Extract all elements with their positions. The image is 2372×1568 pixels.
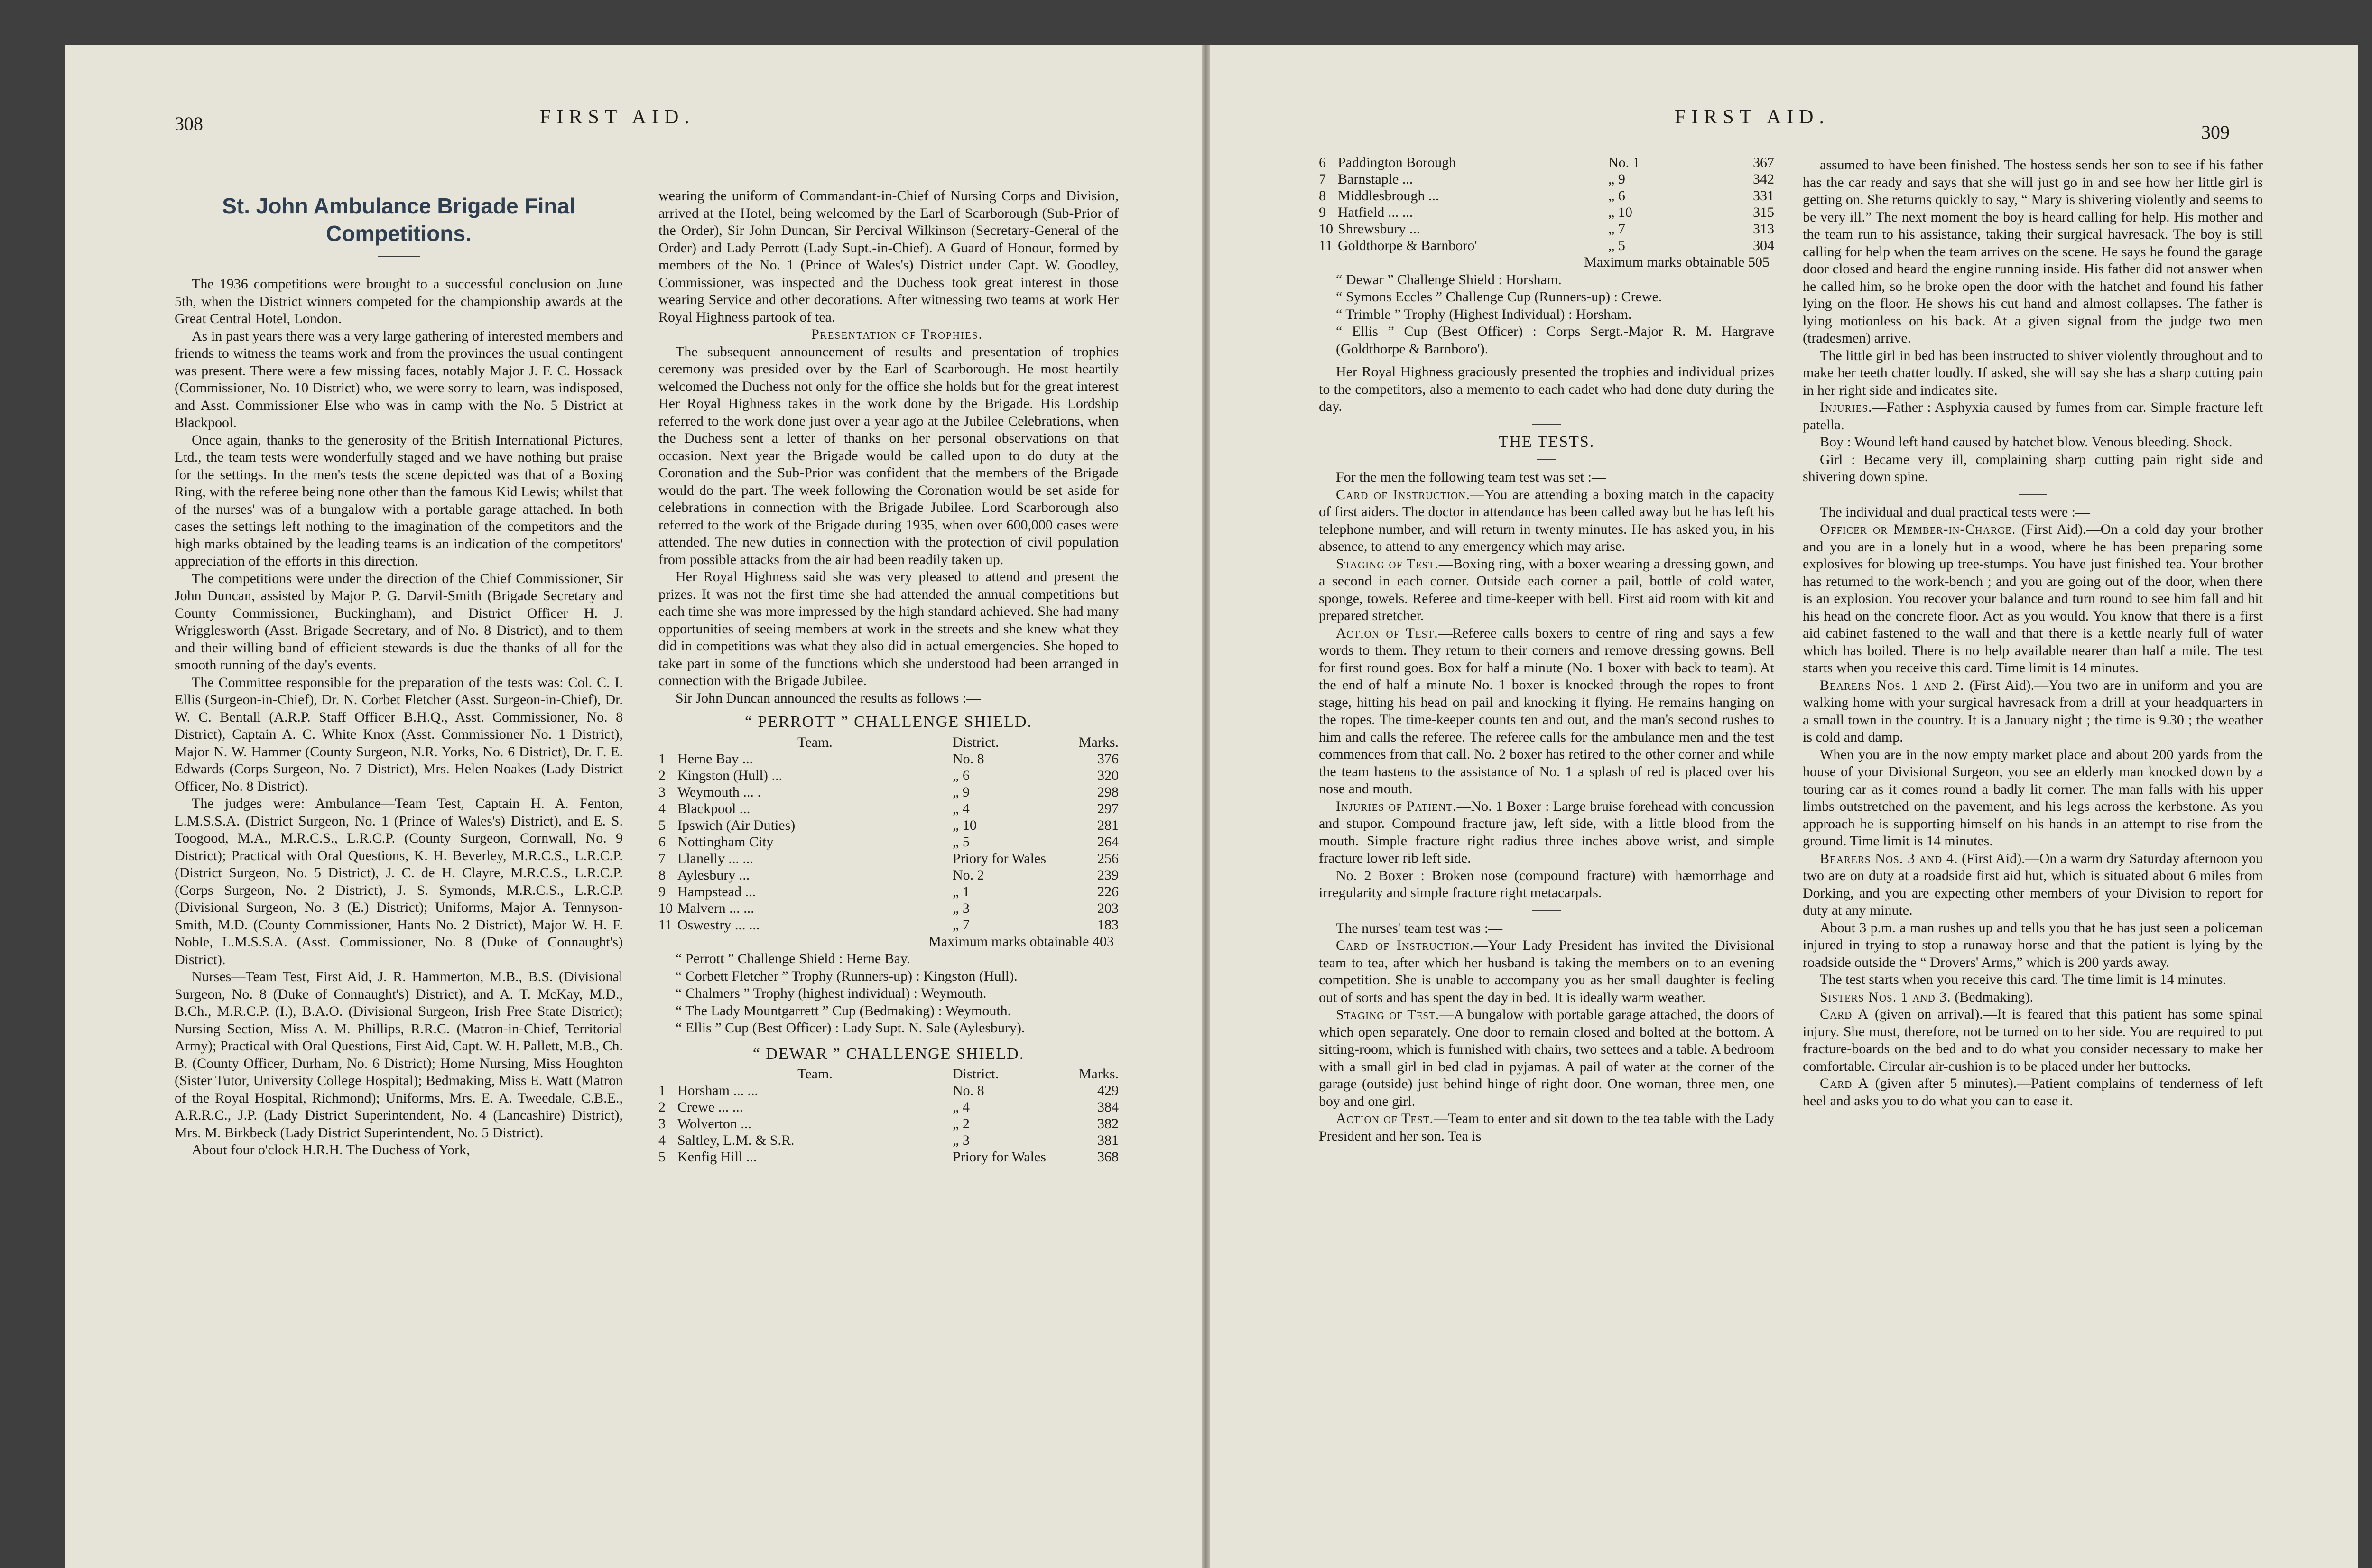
team-cell: Hatfield ... ... [1338,204,1413,220]
marks-cell: 313 [1753,221,1774,237]
table-row [658,900,1119,917]
divider [1532,424,1561,425]
paragraph: About four o'clock H.R.H. The Duchess of York, [192,1142,470,1158]
lead-in: Bearers Nos. 3 and 4. [1820,850,1958,866]
marks-cell: 226 [1097,883,1119,900]
paragraph [1803,1006,2263,1075]
district-cell: „ 10 [1608,204,1632,220]
rank-cell: 8 [658,867,666,883]
district-cell: „ 7 [953,917,970,933]
paragraph: Once again, thanks to the generosity of the British International Pictures, Ltd., the team tests were wonderfully staged and we have nothing but praise for the settings. In the men's tests the scene depicted was that of a Boxing Ring, with the referee being none other than the famous Kid Lewis; whilst that of the nurses' was of a bungalow with a portable garage attached. In both cases the settings left nothing to the imagination of the competitors and the high marks obtained by the leading teams is an indication of the competitors' appreciation of the efforts in this direction. [175,432,623,569]
lead-in: Card A [1820,1076,1869,1091]
team-cell: Goldthorpe & Barnboro' [1338,238,1477,253]
marks-cell: 297 [1097,800,1119,816]
paragraph-text: —Father : Asphyxia caused by fumes from car. Simple fracture left patella. [1803,399,2263,433]
table-row [658,751,1119,767]
lead-in: Injuries. [1820,399,1872,415]
paragraph-text: —Team to enter and sit down to the tea table with the Lady President and her son. Tea is [1319,1111,1774,1144]
column-header: Team. [797,734,833,750]
rank-cell: 7 [1319,171,1326,187]
book-gutter [1202,45,1210,1568]
district-cell: „ 10 [953,817,977,833]
district-cell: „ 9 [1608,171,1625,187]
marks-cell: 342 [1753,171,1774,187]
paragraph [1803,521,2263,677]
district-cell: „ 9 [953,784,970,800]
marks-cell: 382 [1097,1116,1119,1132]
district-cell: „ 7 [1608,221,1625,237]
dewar-results-table [658,1066,1119,1165]
paragraph-text: —Your Lady President has invited the Divisional team to tea, after which her husband is taking the members on to an evening competition. She is unable to accompany you as her small daughter is feeling out of sorts and has spent the day in bed. It is ideally warm weather. [1319,937,1774,1005]
paragraph: wearing the uniform of Commandant-in-Chief of Nursing Corps and Division, arrived at the Hotel, being welcomed by the Earl of Scarborough (Sub-Prior of the Order), Sir John Duncan, Sir Percival Wilkinson (Secretary-General of the Order) and Lady Perrott (Lady Supt.-in-Chief). A Guard of Honour, formed by members of the No. 1 (Prince of Wales's) District under Capt. W. Goodley, Commissioner, was inspected and the Duchess took great interest in those wearing Service and other decorations. After witnessing two teams at work Her Royal Highness partook of tea. [658,188,1119,325]
paragraph [1803,971,2263,989]
table-row [658,867,1119,883]
district-cell: No. 1 [1608,155,1640,170]
dewar-heading: “ DEWAR ” CHALLENGE SHIELD. [752,1045,1025,1063]
rank-cell: 2 [658,767,666,783]
left-page [65,45,1202,1568]
paragraph-text: (First Aid).—You two are in uniform and you are walking home with your surgical havresack from a drill at your headquarters in a small town in the country. It is a January night ; the time is 9.30 ; the weather is cold and damp. [1803,677,2263,745]
table-row [658,883,1119,900]
paragraph: The subsequent announcement of results and presentation of trophies ceremony was presided over by the Earl of Scarborough. He most heartily welcomed the Duchess not only for the office she holds but for the great interest Her Royal Highness takes in the work done by the Brigade. His Lordship referred to the work done just over a year ago at the Jubilee Celebrations, when the Duchess sent a letter of thanks on her personal observations on that occasion. Next year the Brigade would be called upon to do duty at the Coronation and the Sub-Prior was confident that the members of the Brigade would do the part. The week following the Coronation would be set aside for celebrations in connection with the Brigade Jubilee. Lord Scarborough also referred to the work of the Brigade during 1935, when over 600,000 cases were attended. The new duties in connection with the protection of civil population from possible attacks from the air had been readily taken up. [658,343,1119,567]
team-cell: Nottingham City [677,834,774,850]
paragraph-text: The test starts when you receive this card. The time limit is 14 minutes. [1820,972,2226,987]
paragraph-text: When you are in the now empty market place and about 200 yards from the house of your Divisional Surgeon, you see an elderly man knocked down by a touring car as it comes round a badly lit corner. The man falls with his upper limbs outstretched on the pavement, and his legs across the kerbstone. As you approach he is supporting himself on his hands in an attempt to rise from the ground. Time limit is 14 minutes. [1803,746,2263,849]
right-page [1210,45,2358,1568]
table-row [658,1132,1119,1149]
column-4 [1803,157,2263,1509]
paragraph [1803,399,2263,434]
team-cell: Shrewsbury ... [1338,221,1420,237]
paragraph: Sir John Duncan announced the results as follows :— [676,690,981,706]
team-cell: Kenfig Hill ... [677,1149,757,1165]
table-row [658,1099,1119,1115]
marks-cell: 367 [1753,155,1774,170]
rank-cell: 1 [658,1083,666,1098]
team-cell: Weymouth ... . [677,784,761,800]
paragraph: Nurses—Team Test, First Aid, J. R. Hammerton, M.B., B.S. (Divisional Surgeon, No. 8 (Duke of Connaught's) District), and A. T. McKay, M.D., B.Ch., M.R.C.P. (I.), B.A.O. (Divisional Surgeon, Irish Free State District); Nursing Section, Miss A. M. Phillips, R.R.C. (Matron-in-Chief, Territorial Army); Practical with Oral Questions, First Aid, Capt. W. H. Pallett, M.B., Ch. B. (County Officer, Durham, No. 6 District); Home Nursing, Miss Houghton (Sister Tutor, University College Hospital); Bedmaking, Miss E. Watt (Matron of the Royal Hospital, Richmond); Uniforms, Mrs. E. A. Tweedale, C.B.E., A.R.R.C., J.P. (Lady District Superintendent, No. 4 (Lancashire) District), Mrs. M. Birkbeck (Lady District Superintendent, No. 5 District). [175,969,623,1141]
maximum-marks: Maximum marks obtainable 403 [928,933,1114,949]
team-cell: Oswestry ... ... [677,917,760,933]
table-row [658,917,1119,933]
lead-in: Card A [1820,1006,1869,1022]
team-cell: Horsham ... ... [677,1083,758,1098]
marks-cell: 256 [1097,850,1119,866]
team-cell: Herne Bay ... [677,751,753,767]
marks-cell: 315 [1753,204,1774,220]
paragraph-text: No. 2 Boxer : Broken nose (compound fracture) with hæmorrhage and irregularity and simple fracture right metacarpals. [1319,867,1774,900]
team-cell: Paddington Borough [1338,155,1456,170]
table-row [1319,171,1774,187]
district-cell: „ 6 [953,767,970,783]
column-header: District. [953,734,999,750]
paragraph-text: —Referee calls boxers to centre of ring and says a few words to them. They return to their corners and remove dressing gowns. Bell for first round goes. Box for half a minute (No. 1 boxer with back to team). At the end of half a minute No. 1 boxer is knocked through the ropes to front stage, hitting his head on pail and knocking it flying. He remains hanging on the ropes. The time-keeper counts ten and out, and the man's second rushes to him and calls the referee. The referee calls for the ambulance men and the test commences from that call. No. 2 boxer has retired to the other corner and while the team hastens to the assistance of No. 1 a splash of red is placed over his nose and mouth. [1319,625,1774,797]
paragraph-text: (Bedmaking). [1951,989,2034,1005]
page-number: 308 [175,113,203,134]
paragraph [1319,937,1774,1006]
paragraph-text: assumed to have been finished. The hostess sends her son to see if his father has the car ready and says that she will just go in and see how her little girl is getting on. She returns quickly to say, “ Mary is shivering violently and seems to be very ill.” The next moment the boy is heard calling for help. His mother and the team run to his assistance, taking their surgical havresack. The boy is still calling for help when the team arrives on the scene. He says he found the garage door closed and heard the engine running inside. His father did not answer when he called him, so he broke open the door with the hatchet and found his father lying on the floor. He shows his cut hand and almost collapses. The father is lying motionless on his back. At a given signal from the judge two men (tradesmen) arrive. [1803,157,2263,346]
table-row [658,1149,1119,1165]
paragraph-text: —Boxing ring, with a boxer wearing a dressing gown, and a second in each corner. Outside each corner a pail, bottle of cold water, sponge, towels. Referee and time-keeper with bell. First aid room with kit and prepared stretcher. [1319,556,1774,623]
marks-cell: 429 [1097,1083,1119,1098]
paragraph [1803,989,2263,1006]
paragraph [1803,347,2263,399]
paragraph: The Committee responsible for the preparation of the tests was: Col. C. I. Ellis (Surgeon-in-Chief), Dr. N. Corbet Fletcher (Asst. Surgeon-in-Chief), Dr. W. C. Bentall (A.R.P. Staff Officer B.H.Q., Asst. Commissioner, No. 8 District), Captain A. C. White Knox (Asst. Commissioner No. 1 District), Major N. W. Hammer (County Surgeon, N.R. Yorks, No. 6 District), Dr. F. E. Edwards (Corps Surgeon, No. 7 District), Mrs. Helen Noakes (Lady District Officer, No. 8 District). [175,674,623,794]
lead-in: Injuries of Patient. [1336,798,1457,814]
paragraph: The individual and dual practical tests were :— [1820,504,2090,520]
district-cell: No. 2 [953,867,984,883]
column-header: Marks. [1078,734,1119,750]
marks-cell: 304 [1753,238,1774,253]
column-header: District. [953,1066,999,1082]
divider [2019,494,2047,495]
paragraph [1803,919,2263,972]
rank-cell: 11 [658,917,672,933]
rank-cell: 1 [658,751,666,767]
team-cell: Malvern ... ... [677,900,754,916]
lead-in: Action of Test. [1336,1111,1434,1126]
rank-cell: 9 [658,883,666,900]
paragraph [1319,867,1774,902]
table-row [658,767,1119,784]
lead-in: Card of Instruction. [1336,937,1474,953]
team-cell: Crewe ... ... [677,1099,743,1115]
marks-cell: 376 [1097,751,1119,767]
district-cell: „ 5 [953,834,970,850]
table-row [658,817,1119,834]
team-cell: Wolverton ... [677,1116,751,1132]
district-cell: „ 6 [1608,188,1625,204]
paragraph [1803,850,2263,919]
district-cell: „ 4 [953,1099,970,1115]
dewar-results-table-continued [1319,154,1774,254]
table-row [658,1115,1119,1132]
rank-cell: 8 [1319,188,1326,204]
marks-cell: 281 [1097,817,1119,833]
award-line: “ Perrott ” Challenge Shield : Herne Bay. [676,951,910,966]
lead-in: Officer or Member-in-Charge. [1820,521,2016,537]
marks-cell: 203 [1097,900,1119,916]
paragraph-text: Girl : Became very ill, complaining sharp cutting pain right side and shivering down spine. [1803,451,2263,484]
table-row [1319,237,1774,254]
perrott-results-table [658,734,1119,933]
award-line: “ Chalmers ” Trophy (highest individual) : Weymouth. [676,985,987,1001]
marks-cell: 298 [1097,784,1119,800]
rank-cell: 10 [1319,221,1333,237]
team-cell: Ipswich (Air Duties) [677,817,796,833]
paragraph: Her Royal Highness said she was very pleased to attend and present the prizes. It was not the first time she had attended the annual competitions but each time she was more impressed by the high standard achieved. She had many opportunities of seeing members at work in the streets and she knew what they did in competitions was what they also did in actual emergencies. She hoped to take part in some of the functions which she understood had been arranged in connection with the Brigade Jubilee. [658,569,1119,688]
tests-heading: THE TESTS. [1498,433,1595,451]
paragraph-text: For the men the following team test was set :— [1336,469,1606,485]
district-cell: „ 3 [953,900,970,916]
marks-cell: 264 [1097,834,1119,850]
award-line: “ Dewar ” Challenge Shield : Horsham. [1336,271,1562,288]
divider [1532,910,1561,911]
paragraph: The nurses' team test was :— [1336,920,1503,936]
paragraph [1319,1110,1774,1145]
team-cell: Kingston (Hull) ... [677,767,782,783]
district-cell: „ 5 [1608,238,1625,253]
divider [1537,459,1556,460]
district-cell: Priory for Wales [953,1149,1046,1165]
marks-cell: 384 [1097,1099,1119,1115]
paragraph [1803,746,2263,850]
lead-in: Staging of Test. [1336,1007,1440,1022]
paragraph [1803,434,2263,451]
paragraph: The competitions were under the direction of the Chief Commissioner, Sir John Duncan, assisted by Major P. G. Darvil-Smith (Brigade Secretary and County Commissioner, Buckingham), and District Officer H. J. Wrigglesworth (Asst. Brigade Secretary, and of No. 8 District), and to them and their willing band of efficient stewards is due the thanks of all for the smooth running of the day's events. [175,570,623,673]
team-cell: Barnstaple ... [1338,171,1413,187]
paragraph-text: Boy : Wound left hand caused by hatchet blow. Venous bleeding. Shock. [1820,434,2233,450]
rank-cell: 7 [658,850,666,866]
table-row [1319,204,1774,221]
running-head: FIRST AID. [540,106,695,128]
paragraph [1803,677,2263,746]
paragraph [1319,486,1774,556]
marks-cell: 331 [1753,188,1774,204]
marks-cell: 320 [1097,767,1119,783]
paragraph-text: (given on arrival).—It is feared that this patient has some spinal injury. She must, therefore, not be turned on to her side. You are required to put fracture-boards on the bed and to do what you consider necessary to make her comfortable. Circular air-cushion is to be placed under her buttocks. [1803,1006,2263,1074]
column-3 [1319,154,1774,1506]
paragraph: Her Royal Highness graciously presented the trophies and individual prizes to the competitors, also a memento to each cadet who had done duty during the day. [1319,364,1774,414]
paragraph: As in past years there was a very large gathering of interested members and friends to witness the teams work and from the provinces the usual contingent was present. There were a few missing faces, notably Major J. F. C. Hossack (Commissioner, No. 10 District) who, we were sorry to learn, was indisposed, and Asst. Commissioner Else who was in camp with the No. 5 District at Blackpool. [175,328,623,430]
award-line: “ Symons Eccles ” Challenge Cup (Runners-up) : Crewe. [1336,289,1662,305]
column-1 [175,192,623,1521]
team-cell: Hampstead ... [677,883,756,900]
table-row [658,850,1119,867]
lead-in: Staging of Test. [1336,556,1439,572]
table-row [1319,154,1774,171]
table-row [658,784,1119,800]
page-number: 309 [2201,121,2230,143]
article-title: St. John Ambulance Brigade Final Competitions. [222,194,575,246]
team-cell: Saltley, L.M. & S.R. [677,1132,795,1148]
district-cell: Priory for Wales [953,850,1046,866]
column-2 [658,187,1119,1521]
marks-cell: 239 [1097,867,1119,883]
paragraph [1319,1006,1774,1110]
table-row [658,1082,1119,1099]
column-header: Marks. [1078,1066,1119,1082]
paragraph-text: The little girl in bed has been instructed to shiver violently throughout and to make her teeth chatter loudly. If asked, she will say she has a sharp cutting pain in her right side and indicates site. [1803,347,2263,398]
rank-cell: 5 [658,1149,666,1165]
rank-cell: 6 [1319,155,1326,170]
paragraph-text: —No. 1 Boxer : Large bruise forehead with concussion and stupor. Compound fracture jaw, left side, with a little blood from the mouth. Simple fracture right radius three inches above wrist, and simple fracture lower rib left side. [1319,798,1774,866]
column-header: Team. [797,1066,833,1082]
paragraph: The judges were: Ambulance—Team Test, Captain H. A. Fenton, L.M.S.S.A. (District Surgeon, No. 1 (Prince of Wales's) District), and E. S. Toogood, M.A., M.R.C.S., L.R.C.P. (County Surgeon, Cornwall, No. 9 District); Practical with Oral Questions, K. H. Beverley, M.R.C.S., L.R.C.P. (District Surgeon, No. 5 District), J. C. de H. Clayre, M.R.C.S., L.R.C.P. (Corps Surgeon, No. 2 District), J. S. Symonds, M.R.C.S., L.R.C.P. (Divisional Surgeon, No. 3 (E.) District); Uniforms, Major A. Tennyson-Smith, M.D. (County Commissioner, Hants No. 2 District), Major W. H. F. Noble, L.M.S.S.A. (Asst. Commissioner, No. 8 (Duke of Connaught's) District). [175,796,623,967]
marks-cell: 381 [1097,1132,1119,1148]
table-row [1319,187,1774,204]
paragraph: The 1936 competitions were brought to a successful conclusion on June 5th, when the District winners competed for the championship awards at the Great Central Hotel, London. [175,276,623,326]
marks-cell: 183 [1097,917,1119,933]
maximum-marks: Maximum marks obtainable 505 [1584,254,1770,270]
paragraph-text: —You are attending a boxing match in the capacity of first aiders. The doctor in attendance has been called away but he has left his telephone number, and will return in twenty minutes. He has asked you, in his absence, to attend to any emergency which may arise. [1319,486,1774,554]
rank-cell: 4 [658,1132,666,1148]
paragraph-text: —A bungalow with portable garage attached, the doors of which open separately. One door to remain closed and bolted at the bottom. A sitting-room, which is furnished with chairs, two settees and a table. A bedroom with a small girl in bed clad in pyjamas. A pail of water at the corner of the garage (outside) just behind hinge of right door. One woman, three men, one boy and one girl. [1319,1007,1774,1109]
paragraph-text: (First Aid).—On a cold day your brother and you are in a lonely hut in a wood, where he has been preparing some explosives for blowing up tree-stumps. You have just finished tea. Your brother has returned to the work-bench ; and you are going out of the door, when there is an explosion. You recover your balance and turn round to see him fall and hit his head on the concrete floor. Act as you would. You know that there is a first aid cabinet fastened to the wall and that there is a kettle nearly full of water which has boiled. There is no help available nearer than half a mile. The test starts when you receive this card. Time limit is 14 minutes. [1803,521,2263,676]
paragraph [1803,157,2263,347]
district-cell: „ 2 [953,1116,970,1132]
district-cell: No. 8 [953,1083,984,1098]
lead-in: Card of Instruction. [1336,486,1470,502]
paragraph-text: (First Aid).—On a warm dry Saturday afternoon you two are on duty at a roadside first aid hut, which is situated about 6 miles from Dorking, and you are expecting other members of your Division to report for duty at any minute. [1803,850,2263,918]
table-row [658,834,1119,850]
lead-in: Sisters Nos. 1 and 3. [1820,989,1951,1005]
table-row [658,800,1119,817]
running-head: FIRST AID. [1675,106,1830,128]
paragraph [1319,625,1774,798]
rank-cell: 10 [658,900,673,916]
paragraph [1319,469,1774,486]
rank-cell: 4 [658,800,666,816]
award-line: “ The Lady Mountgarrett ” Cup (Bedmaking) : Weymouth. [676,1002,1011,1019]
award-line: “ Ellis ” Cup (Best Officer) : Corps Sergt.-Major R. M. Hargrave (Goldthorpe & Barnboro'). [1336,324,1774,357]
rank-cell: 11 [1319,238,1333,253]
paragraph [1803,1075,2263,1110]
lead-in: Action of Test. [1336,625,1438,641]
award-line: “ Trimble ” Trophy (Highest Individual) : Horsham. [1336,306,1632,322]
rank-cell: 3 [658,1116,666,1132]
section-heading: Presentation of Trophies. [811,326,983,342]
district-cell: No. 8 [953,751,984,767]
team-cell: Blackpool ... [677,800,751,816]
paragraph [1319,556,1774,625]
perrott-heading: “ PERROTT ” CHALLENGE SHIELD. [744,713,1033,731]
rank-cell: 6 [658,834,666,850]
rank-cell: 2 [658,1099,666,1115]
district-cell: „ 3 [953,1132,970,1148]
divider [378,256,420,257]
paragraph [1319,798,1774,867]
lead-in: Bearers Nos. 1 and 2. [1820,677,1964,693]
district-cell: „ 1 [953,883,970,900]
rank-cell: 9 [1319,204,1326,220]
marks-cell: 368 [1097,1149,1119,1165]
paragraph [1803,451,2263,486]
paragraph-text: (given after 5 minutes).—Patient complains of tenderness of left heel and asks you to do what you can to ease it. [1803,1076,2263,1109]
district-cell: „ 4 [953,800,970,816]
paragraph-text: About 3 p.m. a man rushes up and tells you that he has just seen a policeman injured in trying to stop a runaway horse and that the patient is lying by the roadside outside the “ Drovers' Arms,” which is 200 yards away. [1803,919,2263,970]
rank-cell: 5 [658,817,666,833]
team-cell: Middlesbrough ... [1338,188,1439,204]
team-cell: Llanelly ... ... [677,850,753,866]
team-cell: Aylesbury ... [677,867,750,883]
award-line: “ Corbett Fletcher ” Trophy (Runners-up) : Kingston (Hull). [676,968,1018,984]
table-row [1319,221,1774,237]
rank-cell: 3 [658,784,666,800]
award-line: “ Ellis ” Cup (Best Officer) : Lady Supt. N. Sale (Aylesbury). [676,1020,1025,1036]
